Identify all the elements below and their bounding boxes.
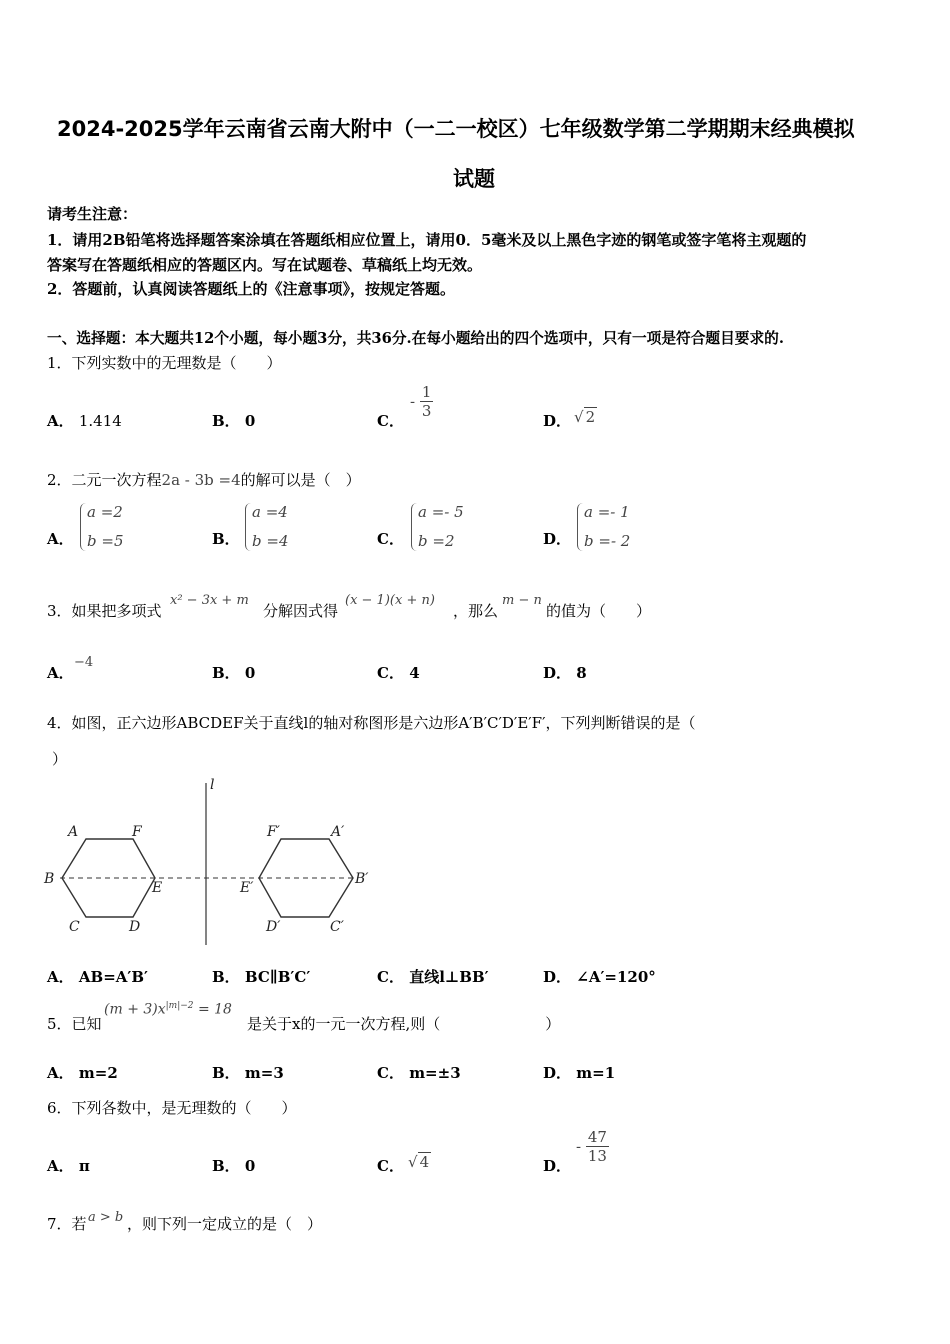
label-a-prime: A′ [331, 824, 345, 840]
section-heading: 一、选择题：本大题共12个小题，每小题3分，共36分.在每小题给出的四个选项中，只有一项是符合题目要求的. [47, 330, 784, 347]
q4-option-b: B． BC∥B′C′ [212, 968, 311, 986]
q6-option-c-sqrt: √ 4 [408, 1153, 430, 1171]
q1-option-d-label: D． [543, 412, 572, 430]
q3-option-d: D． 8 [543, 664, 587, 682]
question-5-text-1: 5．已知 [47, 1015, 102, 1033]
label-d: D [129, 919, 141, 935]
fraction: $\frac{1}{3}$ [421, 383, 432, 420]
q7-inequality: a > b [88, 1210, 124, 1225]
brace-icon [245, 503, 252, 551]
brace-icon [80, 503, 87, 551]
q3-option-b: B． 0 [212, 664, 256, 682]
q6-option-a: A． π [47, 1157, 90, 1175]
q1-option-c-value: - $\frac{1}{3}$ [410, 383, 432, 420]
q2-option-c-label: C． [377, 530, 404, 548]
q5-equation: $(m + 3)x^{|m|-2} = 18$ [104, 1001, 232, 1018]
q3-expr: m − n [502, 593, 542, 608]
page-title: 2024-2025学年云南省云南大附中（一二一校区）七年级数学第二学期期末经典模拟 [57, 117, 855, 141]
q3-polynomial: x² − 3x + m [170, 593, 249, 608]
q5-option-a: A． m=2 [47, 1064, 118, 1082]
label-b-prime: B′ [355, 871, 369, 887]
label-e-prime: E′ [240, 880, 254, 896]
label-c: C [69, 919, 80, 935]
q3-text-3: ，那么 [453, 602, 499, 620]
q2-option-b-eq1: a =4 [252, 503, 288, 521]
sqrt-sign-icon: √ [408, 1153, 418, 1171]
question-7-text-1: 7．若 [47, 1215, 87, 1233]
page-title-cont: 试题 [453, 167, 495, 191]
q1-option-c-label: C． [377, 412, 404, 430]
q1-option-b: B． 0 [212, 412, 256, 430]
fraction: $\frac{47}{13}$ [587, 1128, 607, 1165]
brace-icon [411, 503, 418, 551]
q3-option-c: C． 4 [377, 664, 420, 682]
q2-option-c-eq1: a =- 5 [418, 503, 464, 521]
label-a: A [68, 824, 79, 840]
q6-option-d-value: - $\frac{47}{13}$ [576, 1128, 607, 1165]
label-f-prime: F′ [267, 824, 280, 840]
question-1-stem: 1．下列实数中的无理数是（ ） [47, 354, 282, 372]
q4-option-c: C． 直线l⊥BB′ [377, 968, 489, 986]
question-6-stem: 6．下列各数中，是无理数的（ ） [47, 1099, 297, 1117]
q2-option-c-eq2: b =2 [418, 532, 455, 550]
brace-icon [577, 503, 584, 551]
q3-text-2: 分解因式得 [263, 602, 339, 620]
sqrt-sign-icon: √ [574, 408, 584, 426]
q4-option-d: D． ∠A′=120° [543, 968, 656, 986]
notice-line-3: 2．答题前，认真阅读答题纸上的《注意事项》，按规定答题。 [47, 280, 455, 298]
q4-option-a: A． AB=A′B′ [47, 968, 148, 986]
q3-factored: (x − 1)(x + n) [345, 593, 435, 608]
question-5-text-2: 是关于x的一元一次方程,则（ ） [247, 1015, 561, 1033]
question-4-stem-cont: ） [52, 750, 68, 768]
question-4-stem: 4．如图，正六边形ABCDEF关于直线l的轴对称图形是六边形A′B′C′D′E′F′，下列判断错误的是（ [47, 714, 696, 732]
q2-option-a-eq1: a =2 [87, 503, 123, 521]
q1-option-d-sqrt: √ 2 [574, 408, 596, 426]
q2-option-a-label: A． [47, 530, 74, 548]
notice-heading: 请考生注意： [47, 205, 138, 223]
label-b: B [44, 871, 55, 887]
q3-option-a-label: A． [47, 664, 74, 682]
question-3-stem: 3．如果把多项式 [47, 602, 162, 620]
notice-line-1: 1．请用2B铅笔将选择题答案涂填在答题纸相应位置上，请用0．5毫米及以上黑色字迹的钢笔或签字笔将主观题的 [47, 231, 807, 249]
label-e: E [152, 880, 163, 896]
q2-option-d-label: D． [543, 530, 572, 548]
q5-option-b: B． m=3 [212, 1064, 284, 1082]
q2-option-d-eq2: b =- 2 [584, 532, 631, 550]
question-2-stem: 2．二元一次方程2a - 3b =4的解可以是（ ） [47, 471, 361, 489]
q5-option-c: C． m=±3 [377, 1064, 461, 1082]
q2-option-b-label: B． [212, 530, 240, 548]
question-7-text-2: ，则下列一定成立的是（ ） [127, 1215, 323, 1233]
q2-option-d-eq1: a =- 1 [584, 503, 630, 521]
label-l: l [210, 777, 215, 793]
q2-option-a-eq2: b =5 [87, 532, 124, 550]
q3-option-a-value: −4 [74, 655, 94, 670]
q6-option-d-label: D． [543, 1157, 572, 1175]
label-c-prime: C′ [330, 919, 344, 935]
q6-option-c-label: C． [377, 1157, 404, 1175]
notice-line-2: 答案写在答题纸相应的答题区内。写在试题卷、草稿纸上均无效。 [47, 256, 483, 274]
q1-option-a: A． 1.414 [47, 412, 122, 430]
q3-text-4: 的值为（ ） [546, 602, 652, 620]
q2-option-b-eq2: b =4 [252, 532, 289, 550]
hexagon-reflection-figure [40, 775, 380, 950]
q5-option-d: D． m=1 [543, 1064, 616, 1082]
q6-option-b: B． 0 [212, 1157, 256, 1175]
label-f: F [132, 824, 142, 840]
label-d-prime: D′ [266, 919, 281, 935]
